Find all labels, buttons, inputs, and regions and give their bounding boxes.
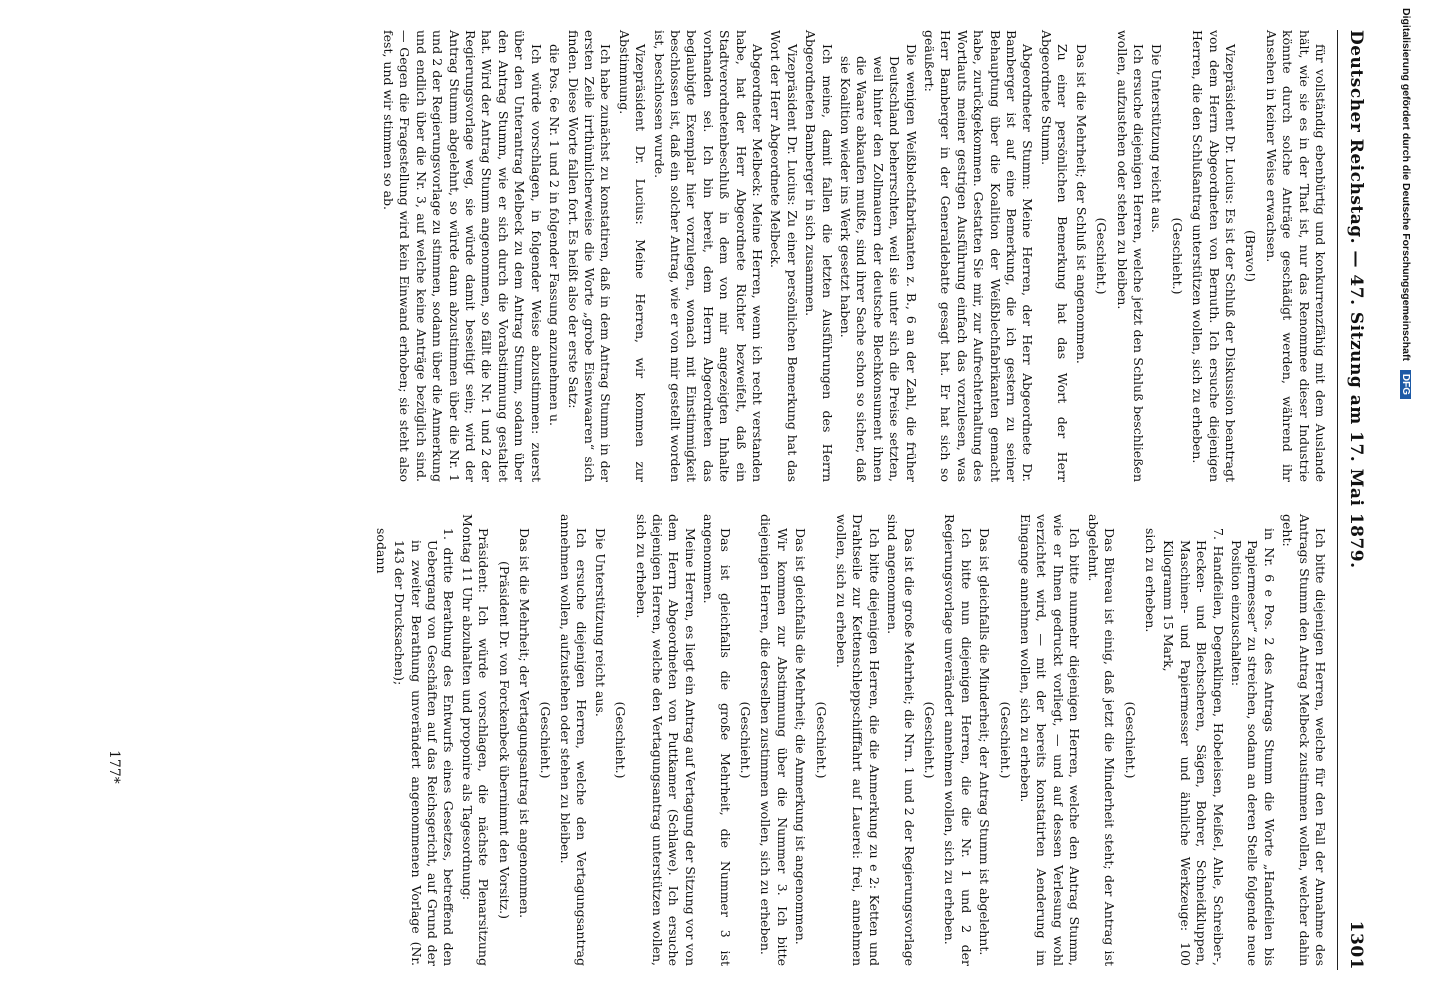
paragraph: in Nr. 6 e Pos. 2 des Antrags Stumm die Worte „Handfeilen bis Papiermesser“ zu streichen, sodann an deren Stelle folgende neue Position einzuschalten: (1228, 528, 1277, 966)
paragraph: Abgeordneter Stumm: Meine Herren, der Herr Abgeordnete Dr. Bamberger ist auf eine Bemerkung, die ich gestern zu seiner Behauptung über die Koalition der Weißblechfabrikanten gemacht habe, zurückgekommen. Gestatten Sie mir, zur Aufrechterhaltung des Wortlauts meiner gestrigen Ausführung einfach das vorzulesen, was Herr Bamberger in der Generaldebatte gesagt hat. Er hat sich so geäußert: (922, 30, 1036, 482)
rotated-page-content (52, 30, 1372, 970)
page-number: 1301 (1346, 920, 1366, 970)
paragraph: Die wenigen Weißblechfabrikanten z. B., 6 an der Zahl, die früher Deutschland beherrschten, weil sie unter sich die Preise setzten, weil hinter den Zollmauern der deutsche Blechkonsument ihnen die Waare abkaufen mußte, sind ihrer Sache schon so sicher, daß sie Koalition wieder ins Werk gesetzt haben. (838, 44, 919, 482)
digitization-note (1400, 8, 1412, 988)
right-column (370, 514, 1328, 966)
left-column (378, 30, 1328, 482)
dfg-logo: DFG (1400, 370, 1411, 399)
header-rule (1337, 30, 1338, 970)
stage-direction: (Geschieht.) (1122, 701, 1138, 779)
paragraph: 7. Handfeilen, Degenklingen, Hobeleisen, Meißel, Ahle, Schreiber-, Hecken- und Blechscheren, Sägen, Bohrer, Schneidkluppen, Maschinen- und Papiermesser und ähnliche Werkzeuge: 100 Kilogramm 15 Mark, (1161, 528, 1226, 966)
paragraph: sodann (373, 528, 389, 574)
stage-direction: (Geschieht.) (1169, 217, 1185, 295)
paragraph: Ich bitte diejenigen Herren, die die Anmerkung zu e 2: Ketten und Drahtseile zur Kettenschleppschifffahrt auf Lauerei: frei, annehmen wollen, sich zu erheben. (834, 514, 882, 966)
paragraph: Ich bitte diejenigen Herren, welche für den Fall der Annahme des Antrags Stumm den Antrag Melbeck zustimmen wollen, welcher dahin geht: (1280, 514, 1328, 966)
paragraph: Ich bitte nunmehr diejenigen Herren, welche den Antrag Stumm, wie er Ihnen gedruckt vorliegt, — und auf dessen Verlesung wohl verzichtet wird, — mit der bereits konstatirten Aenderung im Eingange annehmen wollen, sich zu erheben. (1018, 514, 1083, 966)
paragraph: Ich meine, damit fallen die letzten Ausführungen des Herrn Abgeordneten Bamberger in sich zusammen. (803, 30, 835, 482)
stage-direction: (Geschieht.) (537, 701, 553, 779)
paragraph: Das Büreau ist einig, daß jetzt die Minderheit steht; der Antrag ist abgelehnt. (1085, 514, 1118, 966)
stage-direction: (Geschieht.) (1094, 217, 1110, 295)
stage-direction: (Geschieht.) (738, 701, 753, 779)
paragraph: 1. dritte Berathung des Entwurfs eines Gesetzes, betreffend den Uebergang von Geschäften auf das Reichsgericht, auf Grund der in zweiter Berathung unverändert angenommenen Vorlage (Nr. 143 der Drucksachen); (392, 528, 457, 966)
paragraph: Vizepräsident Dr. Lucius: Meine Herren, wir kommen zur Abstimmung. (616, 30, 649, 482)
header-title: Deutscher Reichstag. — 47. Sitzung am 17. Mai 1879. (1346, 30, 1366, 569)
stage-direction: (Bravo!) (1243, 230, 1259, 282)
paragraph: Das ist die Mehrheit; der Schluß ist angenommen. (1073, 44, 1089, 364)
paragraph: Ich bitte nun diejenigen Herren, die die Nr. 1 und 2 der Regierungsvorlage unverändert annehmen wollen, sich zu erheben. (942, 514, 974, 966)
paragraph: Das ist die große Mehrheit; die Nrn. 1 und 2 der Regierungsvorlage sind angenommen. (885, 514, 917, 966)
paragraph: Abgeordneter Melbeck: Meine Herren, wenn ich recht verstanden habe, hat der Herr Abgeordnete Richter bezweifelt, daß ein Stadtverordnetenbeschluß in dem von mir angezeigten Inhalte vorhanden sei. Ich bin bereit, dem Herrn Abgeordneten das beglaubigte Exemplar hier vorzulegen, wonach mit Einstimmigkeit beschlossen ist, daß ein solcher Antrag, wie er von mir gestellt worden ist, beschlossen wurde. (651, 30, 765, 482)
stage-direction: (Geschieht.) (922, 701, 938, 779)
stage-direction: (Geschieht.) (613, 701, 629, 779)
paragraph: für vollständig ebenbürtig und konkurrenzfähig mit dem Auslande hält, wie sie es in der That ist, nur das Renommee dieser Industrie könnte durch solche Anträge geschädigt werden, während ihr Ansehen in keiner Weise erwachsen. (1263, 30, 1328, 482)
paragraph: Ich ersuche diejenigen Herren, welche den Vertagungsantrag annehmen wollen, aufzustehen oder stehen zu bleiben. (557, 514, 590, 966)
paragraph: Ich ersuche diejenigen Herren, welche jetzt den Schluß beschließen wollen, aufzustehen oder stehen zu bleiben. (1114, 30, 1146, 482)
paragraph: sich zu erheben. (1142, 528, 1158, 633)
paragraph: Präsident: Ich würde vorschlagen, die nächste Plenarsitzung Montag 11 Uhr abzuhalten und proponire als Tagesordnung: (459, 514, 492, 966)
paragraph: Das ist gleichfalls die große Mehrheit, die Nummer 3 ist angenommen. (701, 514, 733, 966)
paragraph: Das ist gleichfalls die Mehrheit; die Anmerkung ist angenommen. (793, 528, 809, 945)
stage-direction: (Präsident Dr. von Forckenbeck übernimmt den Vorsitz.) (496, 560, 512, 920)
paragraph: Zu einer persönlichen Bemerkung hat das Wort der Herr Abgeordnete Stumm. (1038, 30, 1071, 482)
paragraph: die Pos. 6e Nr. 1 und 2 in folgender Fassung anzunehmen u. (547, 44, 563, 426)
paragraph: Die Unterstützung reicht aus. (592, 528, 608, 717)
paragraph: Ich würde vorschlagen, in folgender Weise abzustimmen: zuerst über den Unterantrag Melbeck zu dem Antrag Stumm, sodann über den Antrag Stumm, wie er sich durch die Vorabstimmung gestaltet hat. Wird der Antrag Stumm angenommen, so fällt die Nr. 1 und 2 der Regierungsvorlage weg, sie würde damit beseitigt sein; wird der Antrag Stumm abgelehnt, so würde dann abzustimmen über die Nr. 1 und 2 der Regierungsvorlage zu stimmen, sodann über die Anmerkung und endlich über die Nr. 3, auf welche keine Anträge bezüglich sind. — Gegen die Fragestellung wird kein Einwand erhoben; sie steht also fest, und wir stimmen so ab. (381, 30, 544, 482)
running-header (1338, 30, 1372, 970)
digitization-note-text: Digitalisierung gefördert durch die Deutsche Forschungsgemeinschaft (1400, 8, 1412, 361)
paragraph: Wir kommen zur Abstimmung über die Nummer 3. Ich bitte diejenigen Herren, die derselben zustimmen wollen, sich zu erheben. (758, 514, 790, 966)
paragraph: Das ist gleichfalls die Minderheit; der Antrag Stumm ist abgelehnt. (977, 528, 993, 956)
paragraph: Vizepräsident Dr. Lucius: Zu einer persönlichen Bemerkung hat das Wort der Herr Abgeordnete Melbeck. (768, 30, 800, 482)
paragraph: Die Unterstützung reicht aus. (1149, 44, 1165, 233)
signature-mark: 177* (106, 750, 122, 784)
paragraph: Meine Herren, es liegt ein Antrag auf Vertagung der Sitzung vor von dem Herrn Abgeordneten von Puttkamer (Schlawe). Ich ersuche diejenigen Herren, welche den Vertagungsantrag unterstützen wollen, sich zu erheben. (633, 514, 698, 966)
stage-direction: (Geschieht.) (997, 701, 1013, 779)
paragraph: Ich habe zunächst zu konstatiren, daß in dem Antrag Stumm in der ersten Zeile irrthümlicherweise die Worte „grobe Eisenwaaren“ sich finden. Diese Worte fallen fort. Es heißt also der erste Satz: (565, 30, 614, 482)
paragraph: Vizepräsident Dr. Lucius: Es ist der Schluß der Diskussion beantragt von dem Herrn Abgeordneten von Bernuth. Ich ersuche diejenigen Herren, die den Schlußantrag unterstützen wollen, sich zu erheben. (1190, 30, 1238, 482)
paragraph: Das ist die Mehrheit; der Vertagungsantrag ist angenommen. (517, 528, 533, 919)
stage-direction: (Geschieht.) (813, 701, 829, 779)
